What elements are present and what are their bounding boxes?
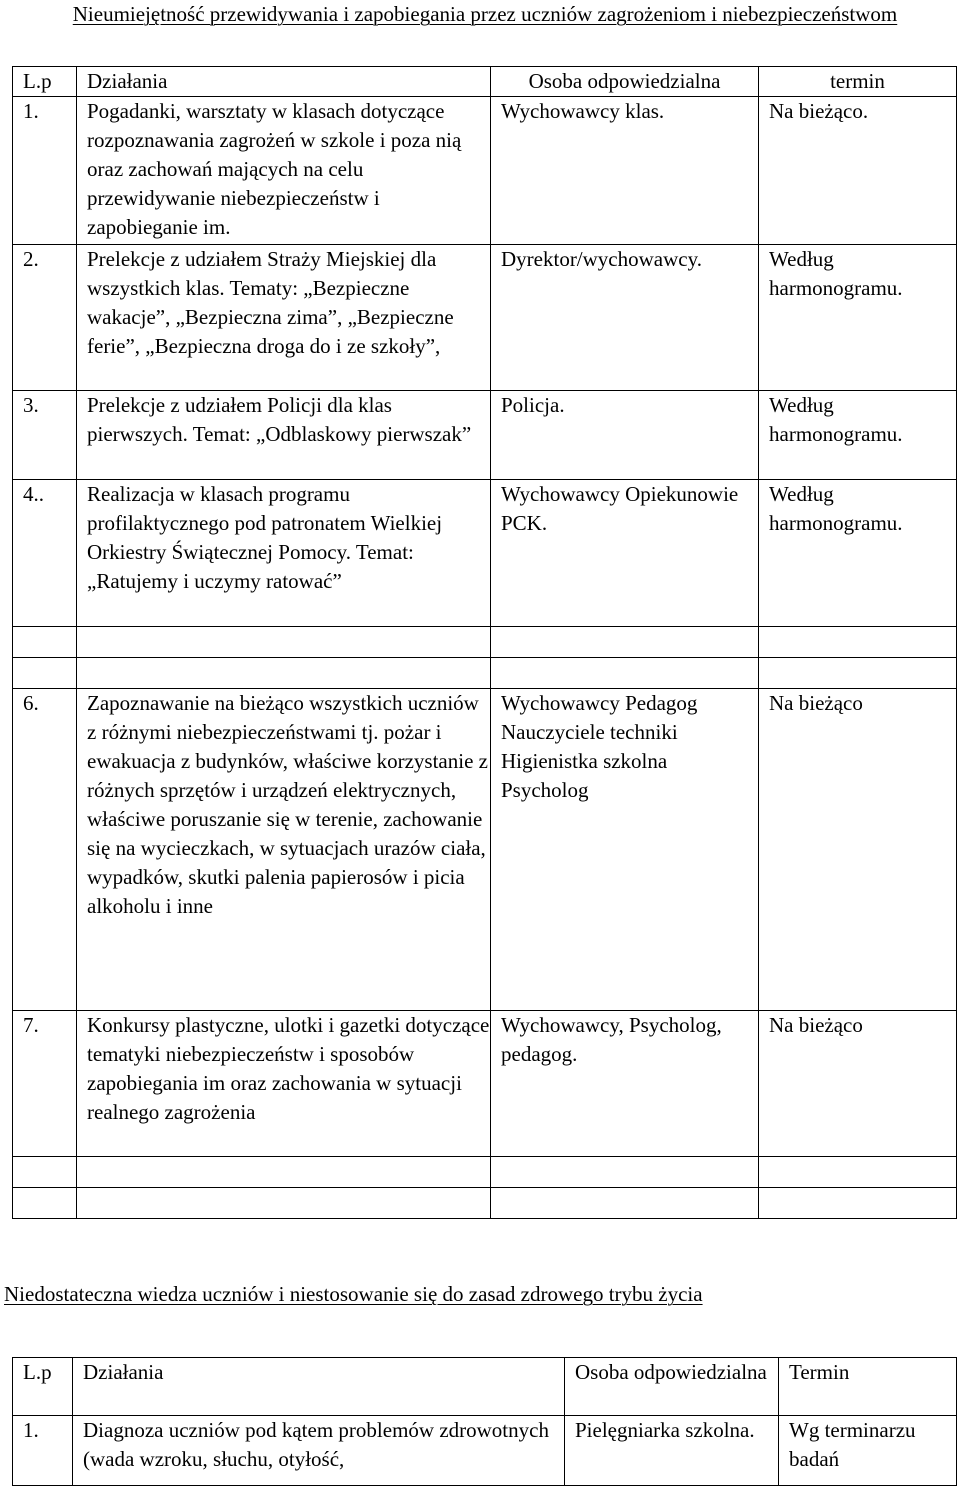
header-person: Osoba odpowiedzialna [565, 1358, 779, 1416]
table-row [13, 480, 957, 627]
header-actions: Działania [73, 1358, 565, 1416]
cell-term: Według harmonogramu. [759, 480, 957, 627]
cell-action: Realizacja w klasach programu profilaktycznego pod patronatem Wielkiej Orkiestry Świątecznej Pomocy. Temat: „Ratujemy i uczymy ratować” [77, 480, 491, 627]
table-row [13, 689, 957, 1011]
cell-action: Pogadanki, warsztaty w klasach dotyczące rozpoznawania zagrożeń w szkole i poza nią oraz zachowań mających na celu przewidywanie niebezpieczeństw i zapobieganie im. [77, 97, 491, 245]
table-row [13, 97, 957, 245]
health-table [12, 1357, 957, 1486]
cell-person: Wychowawcy Opiekunowie PCK. [491, 480, 759, 627]
header-lp: L.p [13, 1358, 73, 1416]
header-person: Osoba odpowiedzialna [491, 67, 759, 97]
cell-person: Wychowawcy, Psycholog, pedagog. [491, 1011, 759, 1157]
cell-person: Dyrektor/wychowawcy. [491, 245, 759, 391]
header-actions: Działania [77, 67, 491, 97]
cell-action: Diagnoza uczniów pod kątem problemów zdrowotnych (wada wzroku, słuchu, otyłość, [73, 1416, 565, 1486]
empty-row [13, 658, 957, 689]
empty-row [13, 627, 957, 658]
cell-action: Prelekcje z udziałem Straży Miejskiej dla wszystkich klas. Tematy: „Bezpieczne wakacje”, „Bezpieczna zima”, „Bezpieczne ferie”, „Bezpieczna droga do i ze szkoły”, [77, 245, 491, 391]
cell-lp: 1. [13, 1416, 73, 1486]
cell-lp: 2. [13, 245, 77, 391]
cell-person: Wychowawcy Pedagog Nauczyciele techniki Higienistka szkolna Psycholog [491, 689, 759, 1011]
header-term: Termin [779, 1358, 957, 1416]
cell-lp: 4.. [13, 480, 77, 627]
section1-heading: Nieumiejętność przewidywania i zapobiegania przez uczniów zagrożeniom i niebezpieczeństwom [72, 2, 898, 26]
section2-heading: Niedostateczna wiedza uczniów i niestosowanie się do zasad zdrowego trybu życia [4, 1282, 703, 1306]
table-row [13, 1416, 957, 1486]
table-row [13, 1011, 957, 1157]
table-row [13, 245, 957, 391]
cell-action: Prelekcje z udziałem Policji dla klas pierwszych. Temat: „Odblaskowy pierwszak” [77, 391, 491, 480]
cell-term: Na bieżąco [759, 689, 957, 1011]
cell-term: Według harmonogramu. [759, 245, 957, 391]
threats-table [12, 66, 957, 1219]
table-header-row [13, 1358, 957, 1416]
cell-person: Wychowawcy klas. [491, 97, 759, 245]
cell-term: Według harmonogramu. [759, 391, 957, 480]
cell-lp: 6. [13, 689, 77, 1011]
table-row [13, 391, 957, 480]
cell-action: Zapoznawanie na bieżąco wszystkich uczniów z różnymi niebezpieczeństwami tj. pożar i ewakuacja z budynków, właściwe korzystanie z różnych sprzętów i urządzeń elektrycznych, właściwe poruszanie się w terenie, zachowanie się na wycieczkach, w sytuacjach urazów ciała, wypadków, skutki palenia papierosów i picia alkoholu i inne [77, 689, 491, 1011]
cell-lp: 1. [13, 97, 77, 245]
cell-term: Na bieżąco [759, 1011, 957, 1157]
empty-row [13, 1188, 957, 1219]
header-lp: L.p [13, 67, 77, 97]
cell-action: Konkursy plastyczne, ulotki i gazetki dotyczące tematyki niebezpieczeństw i sposobów zapobiegania im oraz zachowania w sytuacji realnego zagrożenia [77, 1011, 491, 1157]
cell-lp: 3. [13, 391, 77, 480]
empty-row [13, 1157, 957, 1188]
cell-person: Pielęgniarka szkolna. [565, 1416, 779, 1486]
header-term: termin [759, 67, 957, 97]
cell-term: Na bieżąco. [759, 97, 957, 245]
cell-person: Policja. [491, 391, 759, 480]
table-header-row [13, 67, 957, 97]
cell-lp: 7. [13, 1011, 77, 1157]
cell-term: Wg terminarzu badań [779, 1416, 957, 1486]
